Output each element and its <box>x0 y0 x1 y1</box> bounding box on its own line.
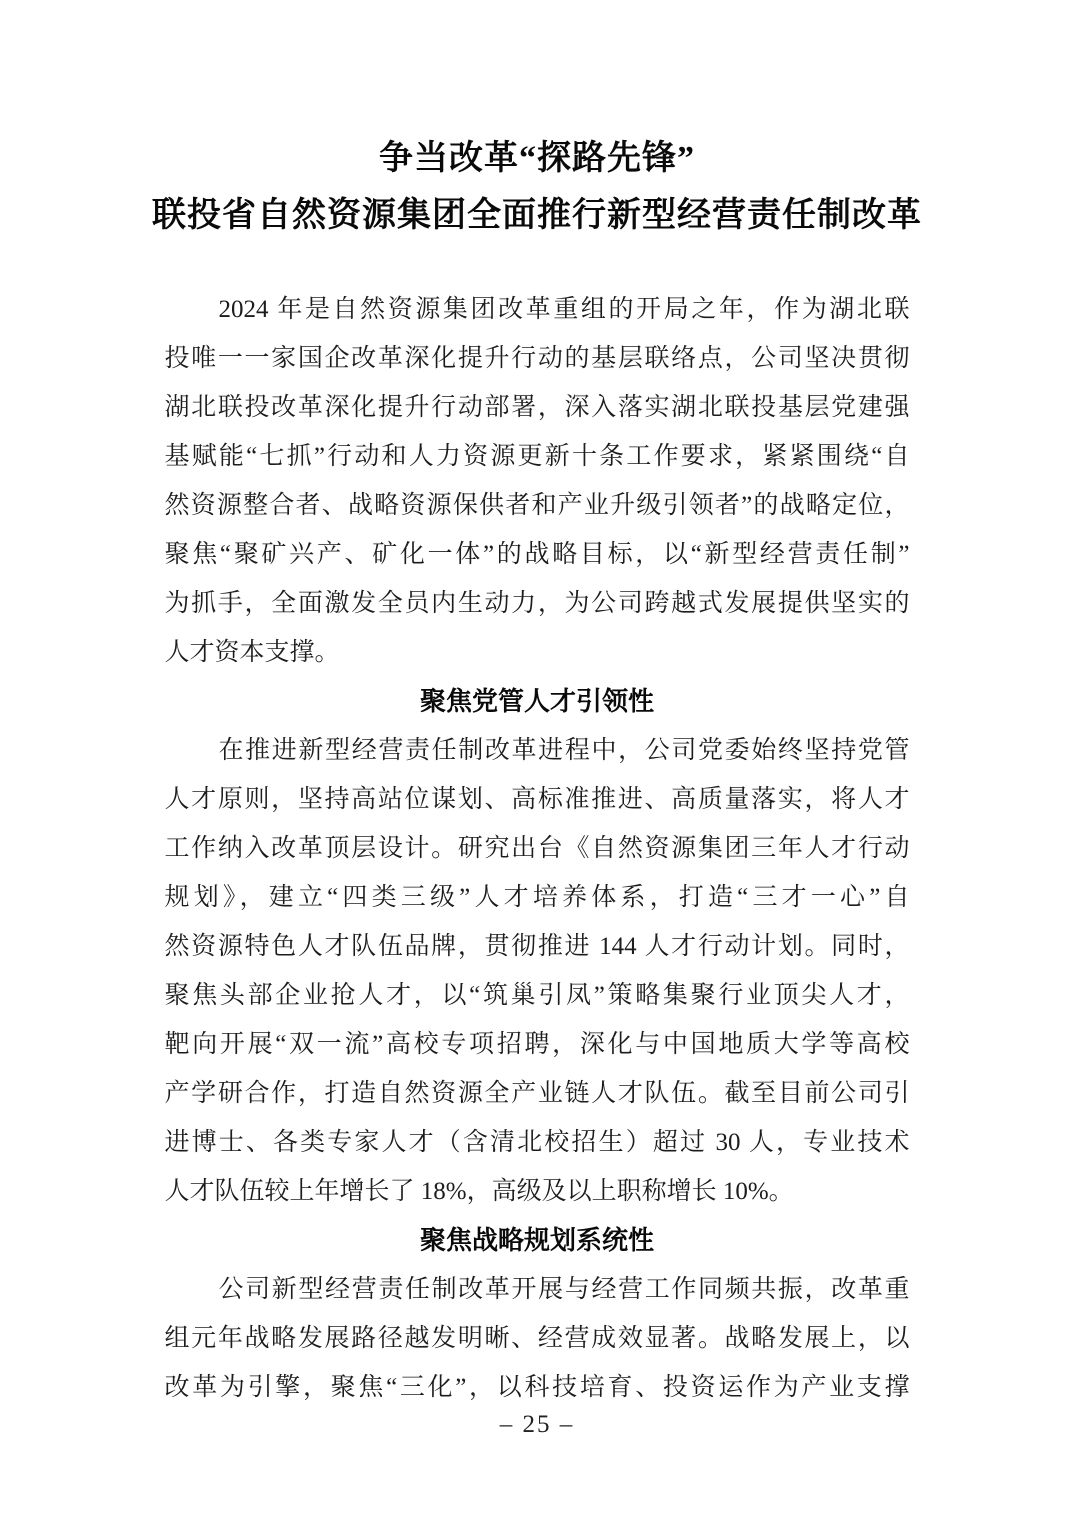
text-line: 人才队伍较上年增长了 18%，高级及以上职称增长 10%。 <box>164 1178 794 1205</box>
text-line: 规划》，建立“四类三级”人才培养体系，打造“三才一心”自 <box>164 884 910 911</box>
text-line: 公司新型经营责任制改革开展与经营工作同频共振，改革重 <box>218 1276 910 1303</box>
paragraph-3 <box>165 1265 910 1412</box>
title-line-2: 联投省自然资源集团全面推行新型经营责任制改革 <box>152 197 922 234</box>
text-line: 聚焦头部企业抢人才，以“筑巢引凤”策略集聚行业顶尖人才， <box>164 982 910 1009</box>
text-line: 改革为引擎，聚焦“三化”，以科技培育、投资运作为产业支撑 <box>164 1374 910 1401</box>
text-line: 湖北联投改革深化提升行动部署，深入落实湖北联投基层党建强 <box>164 394 910 421</box>
paragraph-2 <box>165 726 910 1216</box>
text-line: 为抓手，全面激发全员内生动力，为公司跨越式发展提供坚实的 <box>164 590 910 617</box>
document-body <box>165 285 910 1412</box>
document-title <box>0 0 1074 244</box>
text-line: 2024 年是自然资源集团改革重组的开局之年，作为湖北联 <box>218 296 910 323</box>
text-line: 人才原则，坚持高站位谋划、高标准推进、高质量落实，将人才 <box>164 786 910 813</box>
text-line: 然资源整合者、战略资源保供者和产业升级引领者”的战略定位， <box>164 492 910 519</box>
title-line-1: 争当改革“探路先锋” <box>379 140 695 177</box>
text-line: 进博士、各类专家人才（含清北校招生）超过 30 人，专业技术 <box>164 1129 910 1156</box>
text-line: 然资源特色人才队伍品牌，贯彻推进 144 人才行动计划。同时， <box>164 933 910 960</box>
section-heading-1: 聚焦党管人才引领性 <box>419 687 654 716</box>
text-line: 基赋能“七抓”行动和人力资源更新十条工作要求，紧紧围绕“自 <box>164 443 910 470</box>
text-line: 工作纳入改革顶层设计。研究出台《自然资源集团三年人才行动 <box>164 835 910 862</box>
section-heading-2: 聚焦战略规划系统性 <box>419 1226 654 1255</box>
text-line: 产学研合作，打造自然资源全产业链人才队伍。截至目前公司引 <box>164 1080 910 1107</box>
text-line: 聚焦“聚矿兴产、矿化一体”的战略目标，以“新型经营责任制” <box>164 541 910 568</box>
text-line: 靶向开展“双一流”高校专项招聘，深化与中国地质大学等高校 <box>164 1031 910 1058</box>
paragraph-1 <box>165 285 910 677</box>
page-number: – 25 – <box>499 1411 575 1438</box>
text-line: 在推进新型经营责任制改革进程中，公司党委始终坚持党管 <box>218 737 910 764</box>
text-line: 组元年战略发展路径越发明晰、经营成效显著。战略发展上，以 <box>164 1325 910 1352</box>
text-line: 人才资本支撑。 <box>164 639 340 666</box>
text-line: 投唯一一家国企改革深化提升行动的基层联络点，公司坚决贯彻 <box>164 345 910 372</box>
